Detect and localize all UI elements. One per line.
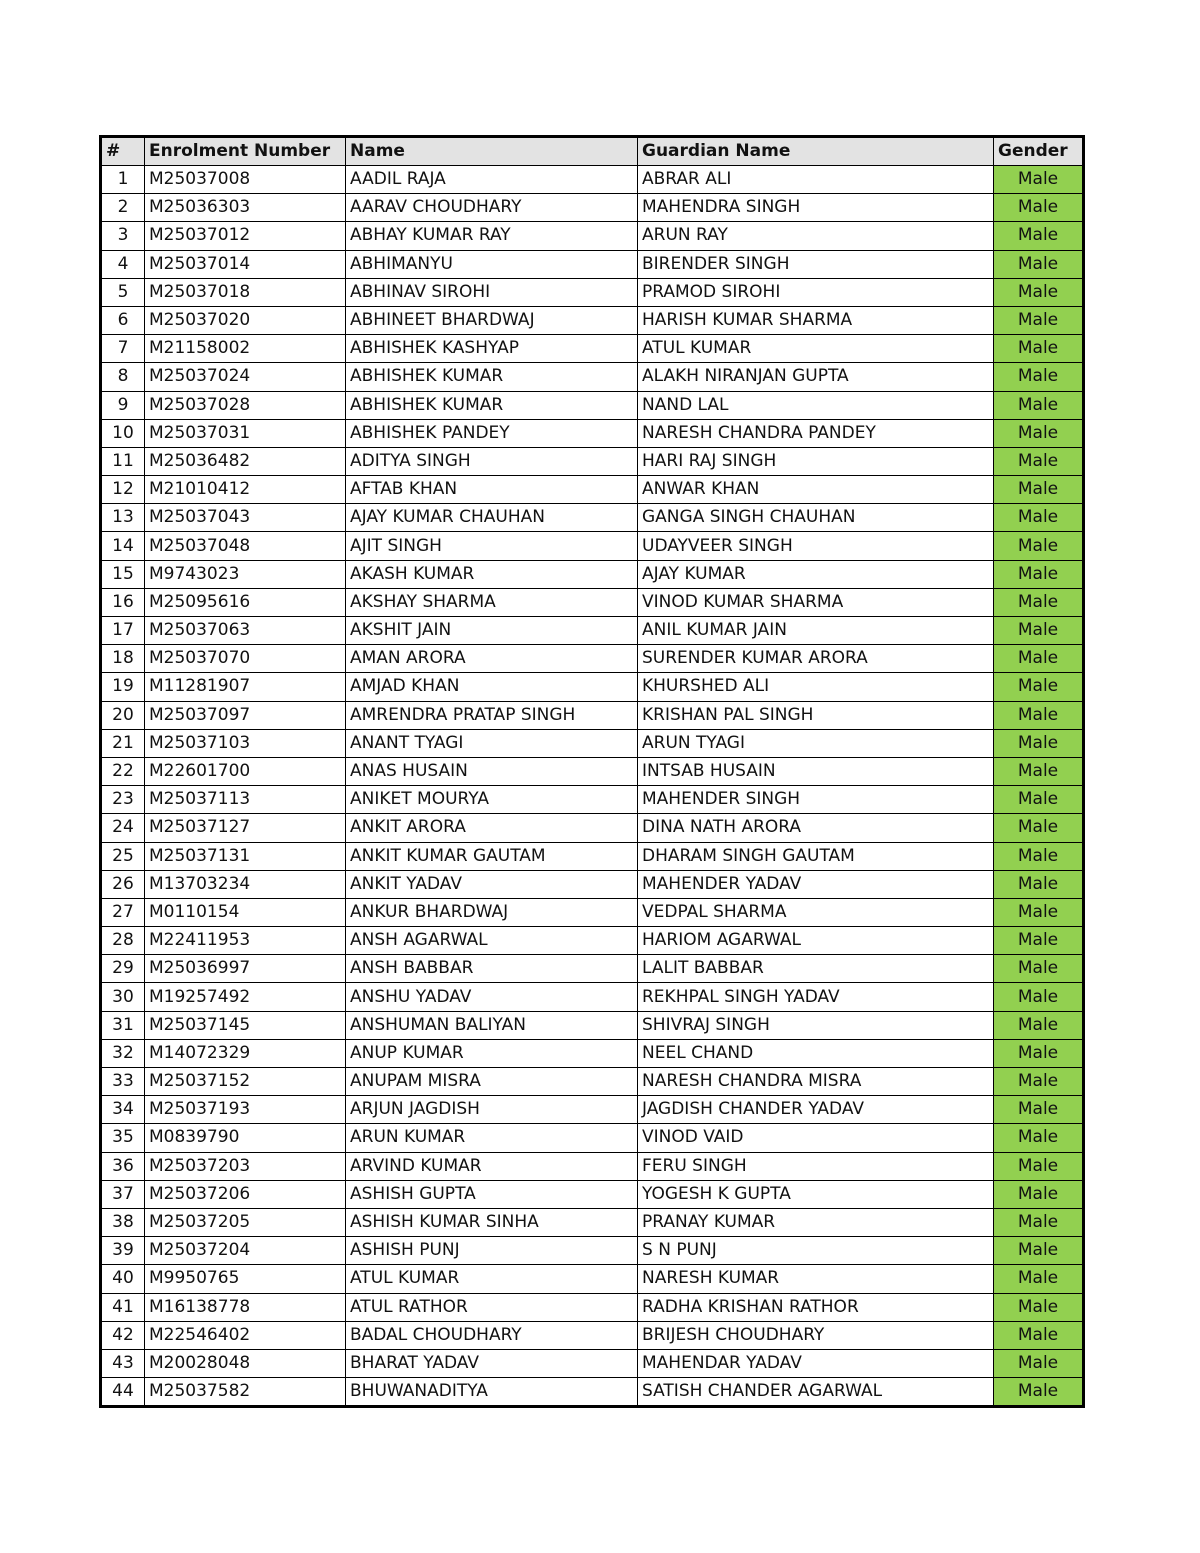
header-number: # — [101, 137, 145, 166]
name-cell: ABHISHEK KASHYAP — [346, 335, 638, 363]
table-row — [101, 278, 1084, 306]
gender-cell: Male — [994, 363, 1084, 391]
guardian-name-cell: HARI RAJ SINGH — [638, 447, 994, 475]
enrolment-number-cell: M25037063 — [145, 617, 346, 645]
name-cell: ABHISHEK PANDEY — [346, 419, 638, 447]
name-cell: AMRENDRA PRATAP SINGH — [346, 701, 638, 729]
name-cell: AARAV CHOUDHARY — [346, 194, 638, 222]
row-number: 33 — [101, 1068, 145, 1096]
enrolment-number-cell: M25037152 — [145, 1068, 346, 1096]
gender-cell: Male — [994, 1378, 1084, 1407]
name-cell: AMJAD KHAN — [346, 673, 638, 701]
guardian-name-cell: ARUN TYAGI — [638, 729, 994, 757]
gender-cell: Male — [994, 560, 1084, 588]
gender-cell: Male — [994, 588, 1084, 616]
gender-cell: Male — [994, 1208, 1084, 1236]
header-name: Name — [346, 137, 638, 166]
row-number: 41 — [101, 1293, 145, 1321]
row-number: 19 — [101, 673, 145, 701]
enrolment-number-cell: M25036303 — [145, 194, 346, 222]
guardian-name-cell: KHURSHED ALI — [638, 673, 994, 701]
table-row — [101, 1265, 1084, 1293]
name-cell: AJAY KUMAR CHAUHAN — [346, 504, 638, 532]
enrolment-number-cell: M0839790 — [145, 1124, 346, 1152]
gender-cell: Male — [994, 617, 1084, 645]
enrolment-number-cell: M25037204 — [145, 1237, 346, 1265]
guardian-name-cell: KRISHAN PAL SINGH — [638, 701, 994, 729]
row-number: 3 — [101, 222, 145, 250]
guardian-name-cell: FERU SINGH — [638, 1152, 994, 1180]
gender-cell: Male — [994, 222, 1084, 250]
guardian-name-cell: ABRAR ALI — [638, 166, 994, 194]
enrolment-number-cell: M25037113 — [145, 786, 346, 814]
gender-cell: Male — [994, 645, 1084, 673]
gender-cell: Male — [994, 1039, 1084, 1067]
row-number: 16 — [101, 588, 145, 616]
table-row — [101, 701, 1084, 729]
enrolment-number-cell: M25036482 — [145, 447, 346, 475]
enrolment-number-cell: M25037043 — [145, 504, 346, 532]
row-number: 40 — [101, 1265, 145, 1293]
enrolment-number-cell: M14072329 — [145, 1039, 346, 1067]
gender-cell: Male — [994, 786, 1084, 814]
enrolment-number-cell: M25037127 — [145, 814, 346, 842]
gender-cell: Male — [994, 1237, 1084, 1265]
name-cell: ASHISH KUMAR SINHA — [346, 1208, 638, 1236]
row-number: 11 — [101, 447, 145, 475]
name-cell: BHARAT YADAV — [346, 1349, 638, 1377]
name-cell: ABHIMANYU — [346, 250, 638, 278]
table-row — [101, 1180, 1084, 1208]
gender-cell: Male — [994, 955, 1084, 983]
guardian-name-cell: JAGDISH CHANDER YADAV — [638, 1096, 994, 1124]
table-row — [101, 1208, 1084, 1236]
row-number: 39 — [101, 1237, 145, 1265]
table-row — [101, 757, 1084, 785]
enrolment-number-cell: M21158002 — [145, 335, 346, 363]
enrolment-number-cell: M16138778 — [145, 1293, 346, 1321]
row-number: 13 — [101, 504, 145, 532]
gender-cell: Male — [994, 335, 1084, 363]
guardian-name-cell: SATISH CHANDER AGARWAL — [638, 1378, 994, 1407]
row-number: 34 — [101, 1096, 145, 1124]
table-row — [101, 786, 1084, 814]
table-row — [101, 927, 1084, 955]
table-row — [101, 166, 1084, 194]
enrolment-number-cell: M25037070 — [145, 645, 346, 673]
table-row — [101, 194, 1084, 222]
row-number: 28 — [101, 927, 145, 955]
guardian-name-cell: UDAYVEER SINGH — [638, 532, 994, 560]
name-cell: ARJUN JAGDISH — [346, 1096, 638, 1124]
guardian-name-cell: NARESH CHANDRA PANDEY — [638, 419, 994, 447]
header-guardian-name: Guardian Name — [638, 137, 994, 166]
gender-cell: Male — [994, 278, 1084, 306]
enrolment-number-cell: M22546402 — [145, 1321, 346, 1349]
name-cell: ANUPAM MISRA — [346, 1068, 638, 1096]
enrolment-number-cell: M25037028 — [145, 391, 346, 419]
gender-cell: Male — [994, 476, 1084, 504]
guardian-name-cell: RADHA KRISHAN RATHOR — [638, 1293, 994, 1321]
row-number: 17 — [101, 617, 145, 645]
row-number: 44 — [101, 1378, 145, 1407]
name-cell: BHUWANADITYA — [346, 1378, 638, 1407]
name-cell: ASHISH GUPTA — [346, 1180, 638, 1208]
name-cell: ATUL RATHOR — [346, 1293, 638, 1321]
name-cell: AADIL RAJA — [346, 166, 638, 194]
gender-cell: Male — [994, 1096, 1084, 1124]
name-cell: AJIT SINGH — [346, 532, 638, 560]
row-number: 27 — [101, 898, 145, 926]
table-row — [101, 983, 1084, 1011]
gender-cell: Male — [994, 1265, 1084, 1293]
table-row — [101, 1039, 1084, 1067]
name-cell: ABHISHEK KUMAR — [346, 363, 638, 391]
table-row — [101, 870, 1084, 898]
row-number: 5 — [101, 278, 145, 306]
gender-cell: Male — [994, 419, 1084, 447]
gender-cell: Male — [994, 983, 1084, 1011]
guardian-name-cell: DINA NATH ARORA — [638, 814, 994, 842]
row-number: 1 — [101, 166, 145, 194]
gender-cell: Male — [994, 729, 1084, 757]
table-row — [101, 1378, 1084, 1407]
enrolment-number-cell: M19257492 — [145, 983, 346, 1011]
gender-cell: Male — [994, 532, 1084, 560]
enrolment-number-cell: M25037031 — [145, 419, 346, 447]
row-number: 43 — [101, 1349, 145, 1377]
enrolment-number-cell: M25037103 — [145, 729, 346, 757]
table-row — [101, 363, 1084, 391]
guardian-name-cell: ANWAR KHAN — [638, 476, 994, 504]
gender-cell: Male — [994, 898, 1084, 926]
guardian-name-cell: MAHENDER YADAV — [638, 870, 994, 898]
name-cell: ABHAY KUMAR RAY — [346, 222, 638, 250]
name-cell: ADITYA SINGH — [346, 447, 638, 475]
header-row — [101, 137, 1084, 166]
name-cell: BADAL CHOUDHARY — [346, 1321, 638, 1349]
name-cell: AKASH KUMAR — [346, 560, 638, 588]
guardian-name-cell: DHARAM SINGH GAUTAM — [638, 842, 994, 870]
guardian-name-cell: LALIT BABBAR — [638, 955, 994, 983]
enrolment-number-cell: M25037048 — [145, 532, 346, 560]
table-row — [101, 391, 1084, 419]
enrolment-number-cell: M25037024 — [145, 363, 346, 391]
name-cell: AMAN ARORA — [346, 645, 638, 673]
enrolment-number-cell: M0110154 — [145, 898, 346, 926]
guardian-name-cell: ANIL KUMAR JAIN — [638, 617, 994, 645]
row-number: 35 — [101, 1124, 145, 1152]
gender-cell: Male — [994, 250, 1084, 278]
name-cell: ANIKET MOURYA — [346, 786, 638, 814]
gender-cell: Male — [994, 673, 1084, 701]
guardian-name-cell: VEDPAL SHARMA — [638, 898, 994, 926]
gender-cell: Male — [994, 504, 1084, 532]
row-number: 23 — [101, 786, 145, 814]
gender-cell: Male — [994, 1349, 1084, 1377]
guardian-name-cell: NARESH CHANDRA MISRA — [638, 1068, 994, 1096]
name-cell: ABHINAV SIROHI — [346, 278, 638, 306]
name-cell: ANSH BABBAR — [346, 955, 638, 983]
table-row — [101, 560, 1084, 588]
name-cell: ABHINEET BHARDWAJ — [346, 306, 638, 334]
name-cell: AFTAB KHAN — [346, 476, 638, 504]
guardian-name-cell: HARIOM AGARWAL — [638, 927, 994, 955]
enrolment-number-cell: M25037018 — [145, 278, 346, 306]
table-row — [101, 306, 1084, 334]
enrolment-number-cell: M21010412 — [145, 476, 346, 504]
table-row — [101, 1096, 1084, 1124]
enrolment-number-cell: M25037097 — [145, 701, 346, 729]
gender-cell: Male — [994, 166, 1084, 194]
gender-cell: Male — [994, 1124, 1084, 1152]
row-number: 21 — [101, 729, 145, 757]
row-number: 31 — [101, 1011, 145, 1039]
guardian-name-cell: S N PUNJ — [638, 1237, 994, 1265]
table-row — [101, 588, 1084, 616]
row-number: 30 — [101, 983, 145, 1011]
row-number: 25 — [101, 842, 145, 870]
name-cell: ARVIND KUMAR — [346, 1152, 638, 1180]
name-cell: ATUL KUMAR — [346, 1265, 638, 1293]
enrolment-number-cell: M20028048 — [145, 1349, 346, 1377]
enrolment-number-cell: M11281907 — [145, 673, 346, 701]
guardian-name-cell: SHIVRAJ SINGH — [638, 1011, 994, 1039]
name-cell: AKSHIT JAIN — [346, 617, 638, 645]
row-number: 9 — [101, 391, 145, 419]
table-row — [101, 1124, 1084, 1152]
name-cell: ARUN KUMAR — [346, 1124, 638, 1152]
gender-cell: Male — [994, 842, 1084, 870]
enrolment-number-cell: M25037193 — [145, 1096, 346, 1124]
row-number: 8 — [101, 363, 145, 391]
table-row — [101, 419, 1084, 447]
enrolment-number-cell: M25037145 — [145, 1011, 346, 1039]
enrolment-number-cell: M25037203 — [145, 1152, 346, 1180]
gender-cell: Male — [994, 1293, 1084, 1321]
row-number: 18 — [101, 645, 145, 673]
gender-cell: Male — [994, 757, 1084, 785]
guardian-name-cell: ALAKH NIRANJAN GUPTA — [638, 363, 994, 391]
enrolment-number-cell: M25037205 — [145, 1208, 346, 1236]
row-number: 32 — [101, 1039, 145, 1067]
enrolment-number-cell: M25037014 — [145, 250, 346, 278]
row-number: 42 — [101, 1321, 145, 1349]
row-number: 26 — [101, 870, 145, 898]
guardian-name-cell: VINOD VAID — [638, 1124, 994, 1152]
guardian-name-cell: BIRENDER SINGH — [638, 250, 994, 278]
gender-cell: Male — [994, 194, 1084, 222]
guardian-name-cell: YOGESH K GUPTA — [638, 1180, 994, 1208]
enrolment-number-cell: M9950765 — [145, 1265, 346, 1293]
guardian-name-cell: MAHENDAR YADAV — [638, 1349, 994, 1377]
table-row — [101, 1237, 1084, 1265]
header-gender: Gender — [994, 137, 1084, 166]
table-row — [101, 1349, 1084, 1377]
table-row — [101, 1068, 1084, 1096]
table-row — [101, 1321, 1084, 1349]
gender-cell: Male — [994, 391, 1084, 419]
row-number: 24 — [101, 814, 145, 842]
guardian-name-cell: VINOD KUMAR SHARMA — [638, 588, 994, 616]
name-cell: ANAS HUSAIN — [346, 757, 638, 785]
table-row — [101, 1293, 1084, 1321]
name-cell: ANKIT ARORA — [346, 814, 638, 842]
gender-cell: Male — [994, 701, 1084, 729]
row-number: 12 — [101, 476, 145, 504]
table-row — [101, 1011, 1084, 1039]
guardian-name-cell: NAND LAL — [638, 391, 994, 419]
row-number: 20 — [101, 701, 145, 729]
name-cell: ANKIT YADAV — [346, 870, 638, 898]
row-number: 37 — [101, 1180, 145, 1208]
guardian-name-cell: NEEL CHAND — [638, 1039, 994, 1067]
name-cell: ANKUR BHARDWAJ — [346, 898, 638, 926]
table-row — [101, 645, 1084, 673]
name-cell: ASHISH PUNJ — [346, 1237, 638, 1265]
table-row — [101, 729, 1084, 757]
gender-cell: Male — [994, 447, 1084, 475]
gender-cell: Male — [994, 1152, 1084, 1180]
enrolment-number-cell: M25037206 — [145, 1180, 346, 1208]
enrolment-number-cell: M22411953 — [145, 927, 346, 955]
row-number: 2 — [101, 194, 145, 222]
name-cell: ABHISHEK KUMAR — [346, 391, 638, 419]
gender-cell: Male — [994, 870, 1084, 898]
header-enrolment-number: Enrolment Number — [145, 137, 346, 166]
guardian-name-cell: PRANAY KUMAR — [638, 1208, 994, 1236]
guardian-name-cell: MAHENDRA SINGH — [638, 194, 994, 222]
enrolment-number-cell: M22601700 — [145, 757, 346, 785]
guardian-name-cell: HARISH KUMAR SHARMA — [638, 306, 994, 334]
table-row — [101, 447, 1084, 475]
guardian-name-cell: NARESH KUMAR — [638, 1265, 994, 1293]
name-cell: ANSHUMAN BALIYAN — [346, 1011, 638, 1039]
row-number: 4 — [101, 250, 145, 278]
table-row — [101, 476, 1084, 504]
table-row — [101, 673, 1084, 701]
row-number: 38 — [101, 1208, 145, 1236]
gender-cell: Male — [994, 1011, 1084, 1039]
guardian-name-cell: SURENDER KUMAR ARORA — [638, 645, 994, 673]
enrolment-number-cell: M25036997 — [145, 955, 346, 983]
table-row — [101, 250, 1084, 278]
guardian-name-cell: REKHPAL SINGH YADAV — [638, 983, 994, 1011]
guardian-name-cell: BRIJESH CHOUDHARY — [638, 1321, 994, 1349]
gender-cell: Male — [994, 1068, 1084, 1096]
roster-body — [101, 166, 1084, 1407]
guardian-name-cell: INTSAB HUSAIN — [638, 757, 994, 785]
enrolment-number-cell: M25037020 — [145, 306, 346, 334]
name-cell: AKSHAY SHARMA — [346, 588, 638, 616]
table-row — [101, 898, 1084, 926]
name-cell: ANANT TYAGI — [346, 729, 638, 757]
table-row — [101, 335, 1084, 363]
row-number: 15 — [101, 560, 145, 588]
student-roster-table — [99, 135, 1085, 1408]
table-row — [101, 842, 1084, 870]
guardian-name-cell: PRAMOD SIROHI — [638, 278, 994, 306]
enrolment-number-cell: M25095616 — [145, 588, 346, 616]
enrolment-number-cell: M13703234 — [145, 870, 346, 898]
row-number: 36 — [101, 1152, 145, 1180]
enrolment-number-cell: M25037012 — [145, 222, 346, 250]
row-number: 14 — [101, 532, 145, 560]
row-number: 6 — [101, 306, 145, 334]
enrolment-number-cell: M25037008 — [145, 166, 346, 194]
gender-cell: Male — [994, 306, 1084, 334]
table-row — [101, 617, 1084, 645]
enrolment-number-cell: M9743023 — [145, 560, 346, 588]
name-cell: ANUP KUMAR — [346, 1039, 638, 1067]
gender-cell: Male — [994, 927, 1084, 955]
enrolment-number-cell: M25037582 — [145, 1378, 346, 1407]
name-cell: ANSHU YADAV — [346, 983, 638, 1011]
row-number: 29 — [101, 955, 145, 983]
guardian-name-cell: ATUL KUMAR — [638, 335, 994, 363]
row-number: 10 — [101, 419, 145, 447]
table-row — [101, 222, 1084, 250]
gender-cell: Male — [994, 1321, 1084, 1349]
table-row — [101, 955, 1084, 983]
table-row — [101, 532, 1084, 560]
row-number: 22 — [101, 757, 145, 785]
table-row — [101, 504, 1084, 532]
guardian-name-cell: AJAY KUMAR — [638, 560, 994, 588]
name-cell: ANKIT KUMAR GAUTAM — [346, 842, 638, 870]
enrolment-number-cell: M25037131 — [145, 842, 346, 870]
name-cell: ANSH AGARWAL — [346, 927, 638, 955]
gender-cell: Male — [994, 1180, 1084, 1208]
row-number: 7 — [101, 335, 145, 363]
table-row — [101, 1152, 1084, 1180]
gender-cell: Male — [994, 814, 1084, 842]
guardian-name-cell: ARUN RAY — [638, 222, 994, 250]
guardian-name-cell: GANGA SINGH CHAUHAN — [638, 504, 994, 532]
table-row — [101, 814, 1084, 842]
guardian-name-cell: MAHENDER SINGH — [638, 786, 994, 814]
